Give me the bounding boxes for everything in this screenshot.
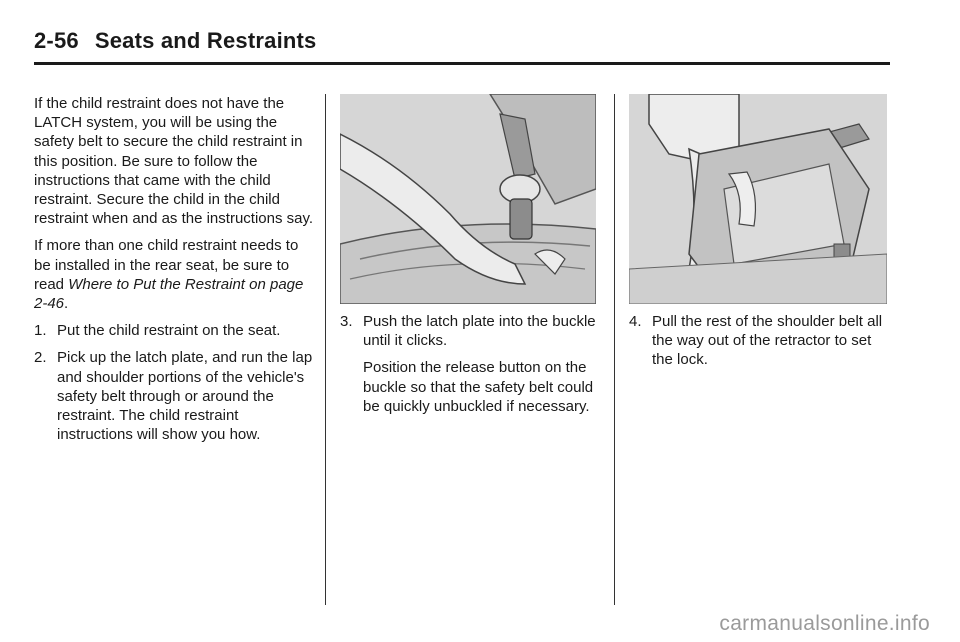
header-rule bbox=[34, 62, 890, 65]
step-text: Put the child restraint on the seat. bbox=[57, 322, 281, 340]
belt-illustration-svg bbox=[629, 94, 887, 304]
step-number: 2. bbox=[34, 349, 47, 367]
step-text: Pick up the latch plate, and run the lap and shoulder portions of the vehicle's safety belt through or around the restraint. The child restraint instructions will show you how. bbox=[57, 349, 313, 444]
illustration-buckle-latch bbox=[340, 94, 596, 304]
step-4 bbox=[629, 312, 891, 370]
paragraph-more-restraints: If more than one child restraint needs to be installed in the rear seat, be sure to read Where to Put the Restraint on page 2-46. bbox=[34, 237, 304, 313]
column-divider-2 bbox=[614, 94, 615, 605]
step-number: 1. bbox=[34, 322, 47, 340]
step-number: 3. bbox=[340, 313, 353, 330]
column-1 bbox=[34, 94, 316, 452]
step-3 bbox=[340, 312, 605, 350]
column-divider-1 bbox=[325, 94, 326, 605]
step-2 bbox=[34, 348, 316, 444]
step-text: Push the latch plate into the buckle until it clicks. bbox=[363, 313, 596, 350]
step-text: Pull the rest of the shoulder belt all the way out of the retractor to set the lock. bbox=[652, 313, 883, 369]
section-title: Seats and Restraints bbox=[94, 28, 317, 53]
illustration-shoulder-belt bbox=[629, 94, 887, 304]
watermark-text: carmanualsonline.info bbox=[719, 612, 930, 635]
step-1 bbox=[34, 321, 316, 340]
column-3 bbox=[629, 312, 891, 378]
page-number: 2-56 bbox=[34, 28, 79, 53]
step-3-detail: Position the release button on the buckle so that the safety belt could be quickly unbuckled if necessary. bbox=[363, 359, 594, 415]
cross-reference-link[interactable]: Where to Put the Restraint on page 2-46 bbox=[34, 275, 304, 313]
column-2 bbox=[340, 312, 605, 424]
step-number: 4. bbox=[629, 313, 642, 330]
paragraph-latch-system: If the child restraint does not have the LATCH system, you will be using the safety belt to secure the child restraint in this position. Be sure to follow the instructions that came with the child restraint. Secure the child in the child restraint when and as the instructions say. bbox=[34, 95, 314, 228]
page-header bbox=[34, 28, 316, 54]
buckle-illustration-svg bbox=[340, 94, 596, 304]
